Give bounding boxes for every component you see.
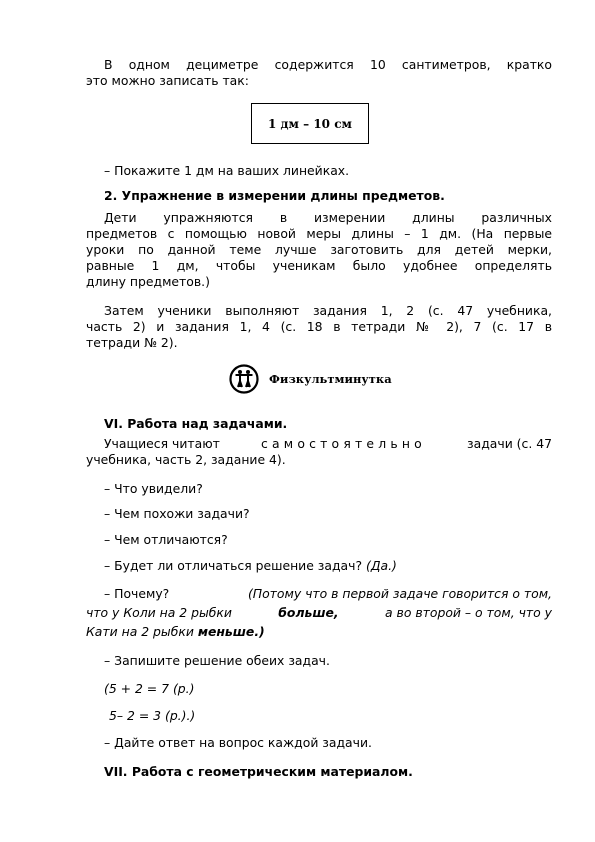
section-2-para2-line3: тетради № 2). <box>86 335 178 350</box>
section-2-para1-line1: Дети упражняются в измерении длины различных <box>104 210 552 225</box>
question-answer: (Да.) <box>366 558 397 573</box>
section-2-para2-line2: часть 2) и задания 1, 4 (с. 18 в тетради № 2), 7 (с. 17 в <box>86 319 552 334</box>
show-dm-instruction: – Покажите 1 дм на ваших линейках. <box>104 163 350 178</box>
intro-line-1: В одном дециметре содержится 10 сантиметров, кратко <box>104 57 552 72</box>
section-2-para1-line5: длину предметов.) <box>86 274 210 289</box>
section-6-heading: VI. Работа над задачами. <box>104 416 288 431</box>
why-text-1: (Потому что в первой задаче говорится о том, <box>247 586 552 601</box>
section-2-para1-line3: уроки по данной теме лучше заготовить для детей мерки, <box>86 242 552 257</box>
equation-1: (5 + 2 = 7 (р.) <box>104 681 195 696</box>
exercising-people-icon <box>229 364 259 394</box>
section-2-para2-line1: Затем ученики выполняют задания 1, 2 (с. 47 учебника, <box>104 303 552 318</box>
why-text-2b: больше, <box>278 605 339 620</box>
why-line-3 <box>86 624 552 640</box>
question-text: – Будет ли отличаться решение задач? <box>104 558 363 573</box>
question-differ: – Чем отличаются? <box>104 532 228 547</box>
section-2-heading: 2. Упражнение в измерении длины предметов. <box>104 188 445 203</box>
why-text-2a: что у Коли на 2 рыбки <box>86 605 232 620</box>
write-solution: – Запишите решение обеих задач. <box>104 653 330 668</box>
why-text-3a: Кати на 2 рыбки <box>86 624 194 639</box>
why-line-2 <box>86 605 552 621</box>
fizkultminutka-banner <box>229 362 392 396</box>
question-solution-differ <box>86 558 552 574</box>
formula-text: 1 дм – 10 см <box>268 116 352 131</box>
question-what-saw: – Что увидели? <box>104 481 203 496</box>
section-6-read-line <box>86 436 552 452</box>
section-2-para1-line4: равные 1 дм, чтобы ученикам было удобнее определять <box>86 258 552 273</box>
section-2-para1-line2: предметов с помощью новой меры длины – 1 дм. (На первые <box>86 226 552 241</box>
read-after: задачи (с. 47 <box>467 436 552 451</box>
fizkultminutka-label: Физкультминутка <box>269 372 392 386</box>
answer-instruction: – Дайте ответ на вопрос каждой задачи. <box>104 735 372 750</box>
why-line-1 <box>86 586 552 602</box>
why-prefix: – Почему? <box>104 586 170 601</box>
section-6-read-line2: учебника, часть 2, задание 4). <box>86 452 286 467</box>
read-before: Учащиеся читают <box>104 436 220 451</box>
why-text-3b: меньше.) <box>197 624 265 639</box>
formula-box <box>251 103 369 144</box>
why-text-2c: а во второй – о том, что у <box>385 605 552 620</box>
section-7-heading: VII. Работа с геометрическим материалом. <box>104 764 413 779</box>
intro-line-2: это можно записать так: <box>86 73 249 88</box>
read-spaced-word: самостоятельно <box>260 436 426 451</box>
question-similar: – Чем похожи задачи? <box>104 506 250 521</box>
equation-2: 5– 2 = 3 (р.).) <box>109 708 196 723</box>
